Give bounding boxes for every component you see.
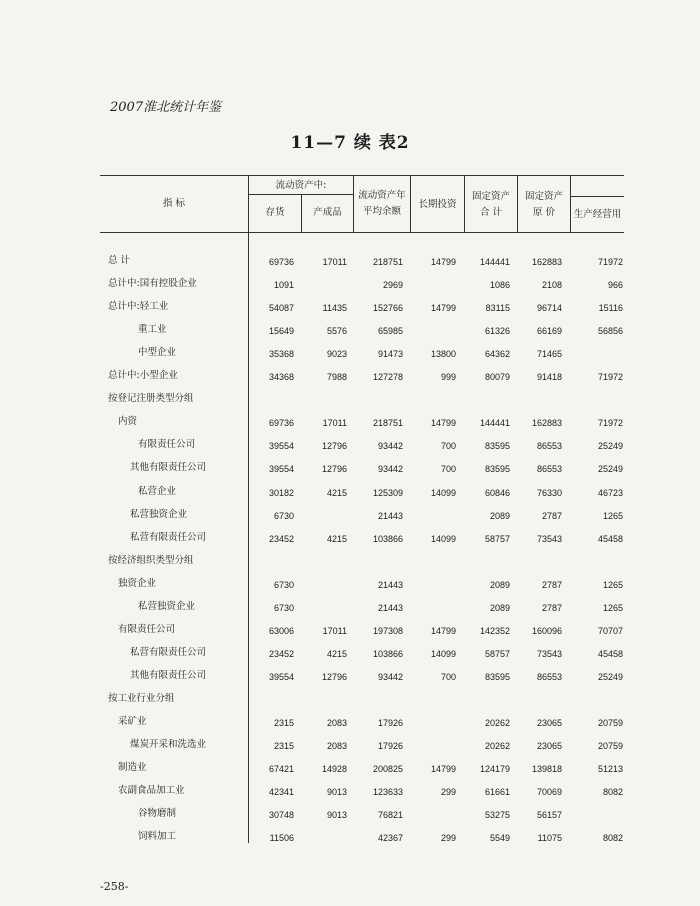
row-value: 12796 [321, 441, 347, 452]
row-label: 私营有限责任公司 [130, 531, 207, 543]
row-value: 83595 [484, 441, 510, 452]
header-avg-current-assets-1: 流动资产年 [358, 190, 406, 201]
row-label: 制造业 [118, 762, 147, 774]
row-value: 54087 [268, 303, 294, 314]
row-value: 25249 [597, 464, 623, 475]
row-value: 45458 [597, 533, 623, 544]
row-value: 1086 [489, 280, 510, 291]
row-value: 56856 [597, 326, 623, 337]
row-value: 125309 [372, 487, 403, 498]
row-value: 2315 [273, 741, 294, 752]
row-value: 58757 [484, 533, 510, 544]
row-value: 63006 [268, 625, 294, 636]
production-header-rule [570, 196, 624, 197]
row-value: 9013 [326, 787, 347, 798]
row-value: 103866 [372, 533, 403, 544]
row-value: 83115 [485, 303, 510, 314]
row-value: 1091 [273, 280, 294, 291]
row-value: 23065 [536, 741, 562, 752]
row-value: 5576 [326, 326, 347, 337]
row-label: 谷物磨制 [138, 808, 177, 820]
row-label: 有限责任公司 [118, 623, 176, 635]
row-value: 70707 [597, 625, 623, 636]
row-value: 2969 [382, 280, 403, 291]
row-value: 17011 [322, 625, 347, 636]
row-value: 999 [440, 372, 456, 383]
row-value: 25249 [597, 671, 623, 682]
row-value: 23452 [268, 533, 294, 544]
row-value: 124179 [479, 764, 510, 775]
yearbook-header: 2007淮北统计年鉴 [110, 100, 222, 115]
header-long-term-investment: 长期投资 [418, 199, 457, 210]
row-label: 私营有限责任公司 [130, 646, 207, 658]
row-value: 83595 [484, 464, 510, 475]
row-value: 2089 [489, 510, 510, 521]
row-label: 私营企业 [138, 485, 177, 497]
row-value: 20759 [597, 718, 623, 728]
row-value: 76330 [536, 487, 562, 498]
row-value: 58757 [484, 648, 510, 659]
row-value: 14799 [430, 418, 456, 429]
header-current-assets-group: 流动资产中: [275, 180, 327, 191]
row-value: 218751 [372, 418, 403, 429]
row-value: 11506 [269, 833, 294, 844]
row-value: 6730 [273, 579, 294, 590]
row-value: 8082 [602, 787, 623, 798]
row-value: 93442 [377, 464, 403, 475]
table-row [100, 508, 624, 531]
table-row [100, 554, 624, 577]
row-value: 144441 [479, 257, 510, 267]
row-value: 21443 [377, 602, 403, 613]
table-row [100, 277, 624, 300]
row-value: 39554 [268, 441, 294, 452]
row-value: 30748 [268, 810, 294, 821]
row-value: 14099 [430, 648, 456, 659]
row-value: 162883 [531, 257, 562, 267]
header-bottom-rule [100, 232, 624, 233]
row-value: 64362 [484, 349, 510, 360]
row-value: 39554 [268, 671, 294, 682]
table-row [100, 784, 624, 807]
table-row [100, 438, 624, 461]
row-value: 6730 [273, 510, 294, 521]
row-label: 农副食品加工业 [118, 785, 185, 797]
header-fixed-assets-original-2: 原 价 [532, 207, 556, 218]
row-value: 71972 [597, 372, 623, 383]
row-label: 有限责任公司 [138, 439, 196, 451]
row-value: 1265 [602, 510, 623, 521]
row-value: 700 [440, 671, 456, 682]
row-value: 162883 [531, 418, 562, 429]
row-value: 86553 [536, 464, 562, 475]
row-label: 按登记注册类型分组 [108, 393, 194, 405]
row-value: 83595 [484, 671, 510, 682]
col-divider [570, 175, 571, 232]
row-value: 73543 [536, 648, 562, 659]
row-value: 71465 [536, 349, 562, 360]
row-value: 2787 [541, 510, 562, 521]
row-value: 218751 [372, 257, 403, 267]
row-value: 66169 [536, 326, 562, 337]
table-row [100, 254, 624, 277]
row-value: 34368 [268, 372, 294, 383]
table-row [100, 738, 624, 761]
row-value: 17926 [377, 741, 403, 752]
table-row [100, 830, 624, 853]
row-value: 700 [440, 464, 456, 475]
row-value: 7988 [326, 372, 347, 383]
row-value: 11435 [322, 303, 347, 314]
row-value: 14799 [430, 257, 456, 267]
row-value: 53275 [484, 810, 510, 821]
row-label: 总 计 [108, 255, 131, 266]
row-label: 总计中:国有控股企业 [108, 278, 197, 290]
header-inventory: 存货 [265, 207, 285, 218]
table-row [100, 485, 624, 508]
row-value: 56157 [536, 810, 562, 821]
row-value: 61661 [484, 787, 510, 798]
table-row [100, 692, 624, 715]
row-value: 61326 [484, 326, 510, 337]
row-value: 144441 [479, 418, 510, 429]
table-row [100, 600, 624, 623]
header-fixed-assets-total-1: 固定资产 [471, 191, 510, 202]
row-label: 采矿业 [118, 716, 147, 727]
row-value: 299 [440, 833, 456, 844]
table-row [100, 415, 624, 438]
row-value: 4215 [326, 533, 347, 544]
row-value: 2089 [489, 602, 510, 613]
row-value: 123633 [372, 787, 403, 798]
row-value: 73543 [536, 533, 562, 544]
row-value: 139818 [531, 764, 562, 775]
row-value: 71972 [597, 418, 623, 429]
row-value: 2089 [489, 579, 510, 590]
row-label: 按工业行业分组 [108, 692, 175, 704]
table-row [100, 715, 624, 738]
header-avg-current-assets-2: 平均余额 [362, 206, 401, 217]
row-value: 14799 [430, 303, 456, 314]
row-value: 86553 [536, 441, 562, 452]
table-row [100, 577, 624, 600]
row-label: 私营独资企业 [138, 600, 196, 612]
row-value: 86553 [536, 671, 562, 682]
header-indicator: 指 标 [162, 198, 186, 209]
row-value: 17926 [377, 718, 403, 728]
row-value: 14099 [430, 533, 456, 544]
row-label: 煤炭开采和洗选业 [130, 739, 207, 751]
row-value: 45458 [597, 648, 623, 659]
row-label: 重工业 [138, 324, 167, 336]
row-value: 200825 [372, 764, 403, 775]
row-value: 152766 [372, 303, 403, 314]
row-value: 80079 [484, 372, 510, 383]
row-value: 14099 [430, 487, 456, 498]
row-value: 21443 [377, 579, 403, 590]
row-value: 9013 [326, 810, 347, 821]
row-label: 其他有限责任公司 [130, 462, 207, 474]
row-label: 私营独资企业 [130, 508, 188, 520]
row-value: 2083 [326, 718, 347, 728]
row-value: 91473 [377, 349, 403, 360]
table-row [100, 461, 624, 484]
row-label: 其他有限责任公司 [130, 669, 207, 681]
row-value: 69736 [268, 418, 294, 429]
row-label: 按经济组织类型分组 [108, 554, 194, 566]
table-title: 11—7 续 表2 [290, 133, 410, 153]
row-value: 35368 [268, 349, 294, 360]
row-value: 4215 [326, 648, 347, 659]
row-value: 71972 [597, 257, 623, 267]
page-number: -258- [100, 880, 129, 893]
row-value: 160096 [531, 625, 562, 636]
row-value: 76821 [377, 810, 403, 821]
header-fixed-assets-original-1: 固定资产 [524, 191, 563, 202]
row-value: 700 [440, 441, 456, 452]
row-value: 13800 [430, 349, 456, 360]
table-row [100, 346, 624, 369]
row-value: 11075 [537, 833, 562, 844]
row-value: 67421 [268, 764, 294, 775]
row-label: 内资 [118, 416, 138, 428]
row-value: 93442 [377, 671, 403, 682]
row-value: 6730 [273, 602, 294, 613]
row-value: 65985 [377, 326, 403, 337]
table-top-rule [100, 175, 624, 176]
row-value: 966 [607, 280, 623, 291]
table-row [100, 323, 624, 346]
header-production-use: 生产经营用 [573, 209, 622, 220]
row-value: 42341 [268, 787, 294, 798]
row-value: 51213 [597, 764, 623, 775]
row-value: 20759 [597, 741, 623, 752]
row-value: 60846 [484, 487, 510, 498]
row-value: 8082 [602, 833, 623, 844]
row-value: 42367 [377, 833, 403, 844]
row-value: 23452 [268, 648, 294, 659]
row-value: 69736 [268, 257, 294, 267]
row-value: 91418 [536, 372, 562, 383]
row-value: 2083 [326, 741, 347, 752]
row-value: 70069 [536, 787, 562, 798]
row-value: 39554 [268, 464, 294, 475]
row-label: 总计中:小型企业 [108, 370, 178, 382]
table-row [100, 807, 624, 830]
row-value: 5549 [489, 833, 510, 844]
row-value: 103866 [372, 648, 403, 659]
table-row [100, 369, 624, 392]
row-label: 中型企业 [138, 347, 177, 359]
table-row [100, 669, 624, 692]
row-value: 20262 [484, 741, 510, 752]
header-fixed-assets-total-2: 合 计 [479, 207, 503, 218]
row-value: 1265 [602, 602, 623, 613]
row-value: 2108 [541, 280, 562, 291]
row-value: 46723 [597, 487, 623, 498]
row-label: 饲料加工 [138, 831, 177, 843]
table-row [100, 531, 624, 554]
table-row [100, 300, 624, 323]
row-value: 21443 [377, 510, 403, 521]
row-value: 4215 [326, 487, 347, 498]
row-value: 15649 [268, 326, 294, 337]
row-value: 127278 [372, 372, 403, 383]
row-value: 20262 [484, 718, 510, 728]
row-value: 12796 [321, 464, 347, 475]
row-value: 2315 [273, 718, 294, 728]
table-row [100, 623, 624, 646]
row-value: 197308 [372, 625, 403, 636]
row-value: 1265 [602, 579, 623, 590]
row-value: 25249 [597, 441, 623, 452]
table-row [100, 761, 624, 784]
row-value: 17011 [322, 257, 347, 267]
header-finished-goods: 产成品 [313, 207, 342, 218]
row-value: 12796 [321, 671, 347, 682]
row-value: 2787 [541, 602, 562, 613]
row-value: 14799 [430, 764, 456, 775]
row-value: 2787 [541, 579, 562, 590]
row-value: 23065 [536, 718, 562, 728]
row-value: 17011 [322, 418, 347, 429]
row-value: 142352 [479, 625, 510, 636]
row-value: 299 [440, 787, 456, 798]
table-row [100, 646, 624, 669]
row-value: 96714 [536, 303, 562, 314]
row-label: 总计中:轻工业 [108, 301, 169, 313]
row-value: 14928 [321, 764, 347, 775]
row-value: 30182 [268, 487, 294, 498]
row-label: 独资企业 [118, 577, 157, 589]
row-value: 14799 [430, 625, 456, 636]
row-value: 15116 [598, 303, 623, 314]
table-row [100, 392, 624, 415]
row-value: 9023 [326, 349, 347, 360]
row-value: 93442 [377, 441, 403, 452]
